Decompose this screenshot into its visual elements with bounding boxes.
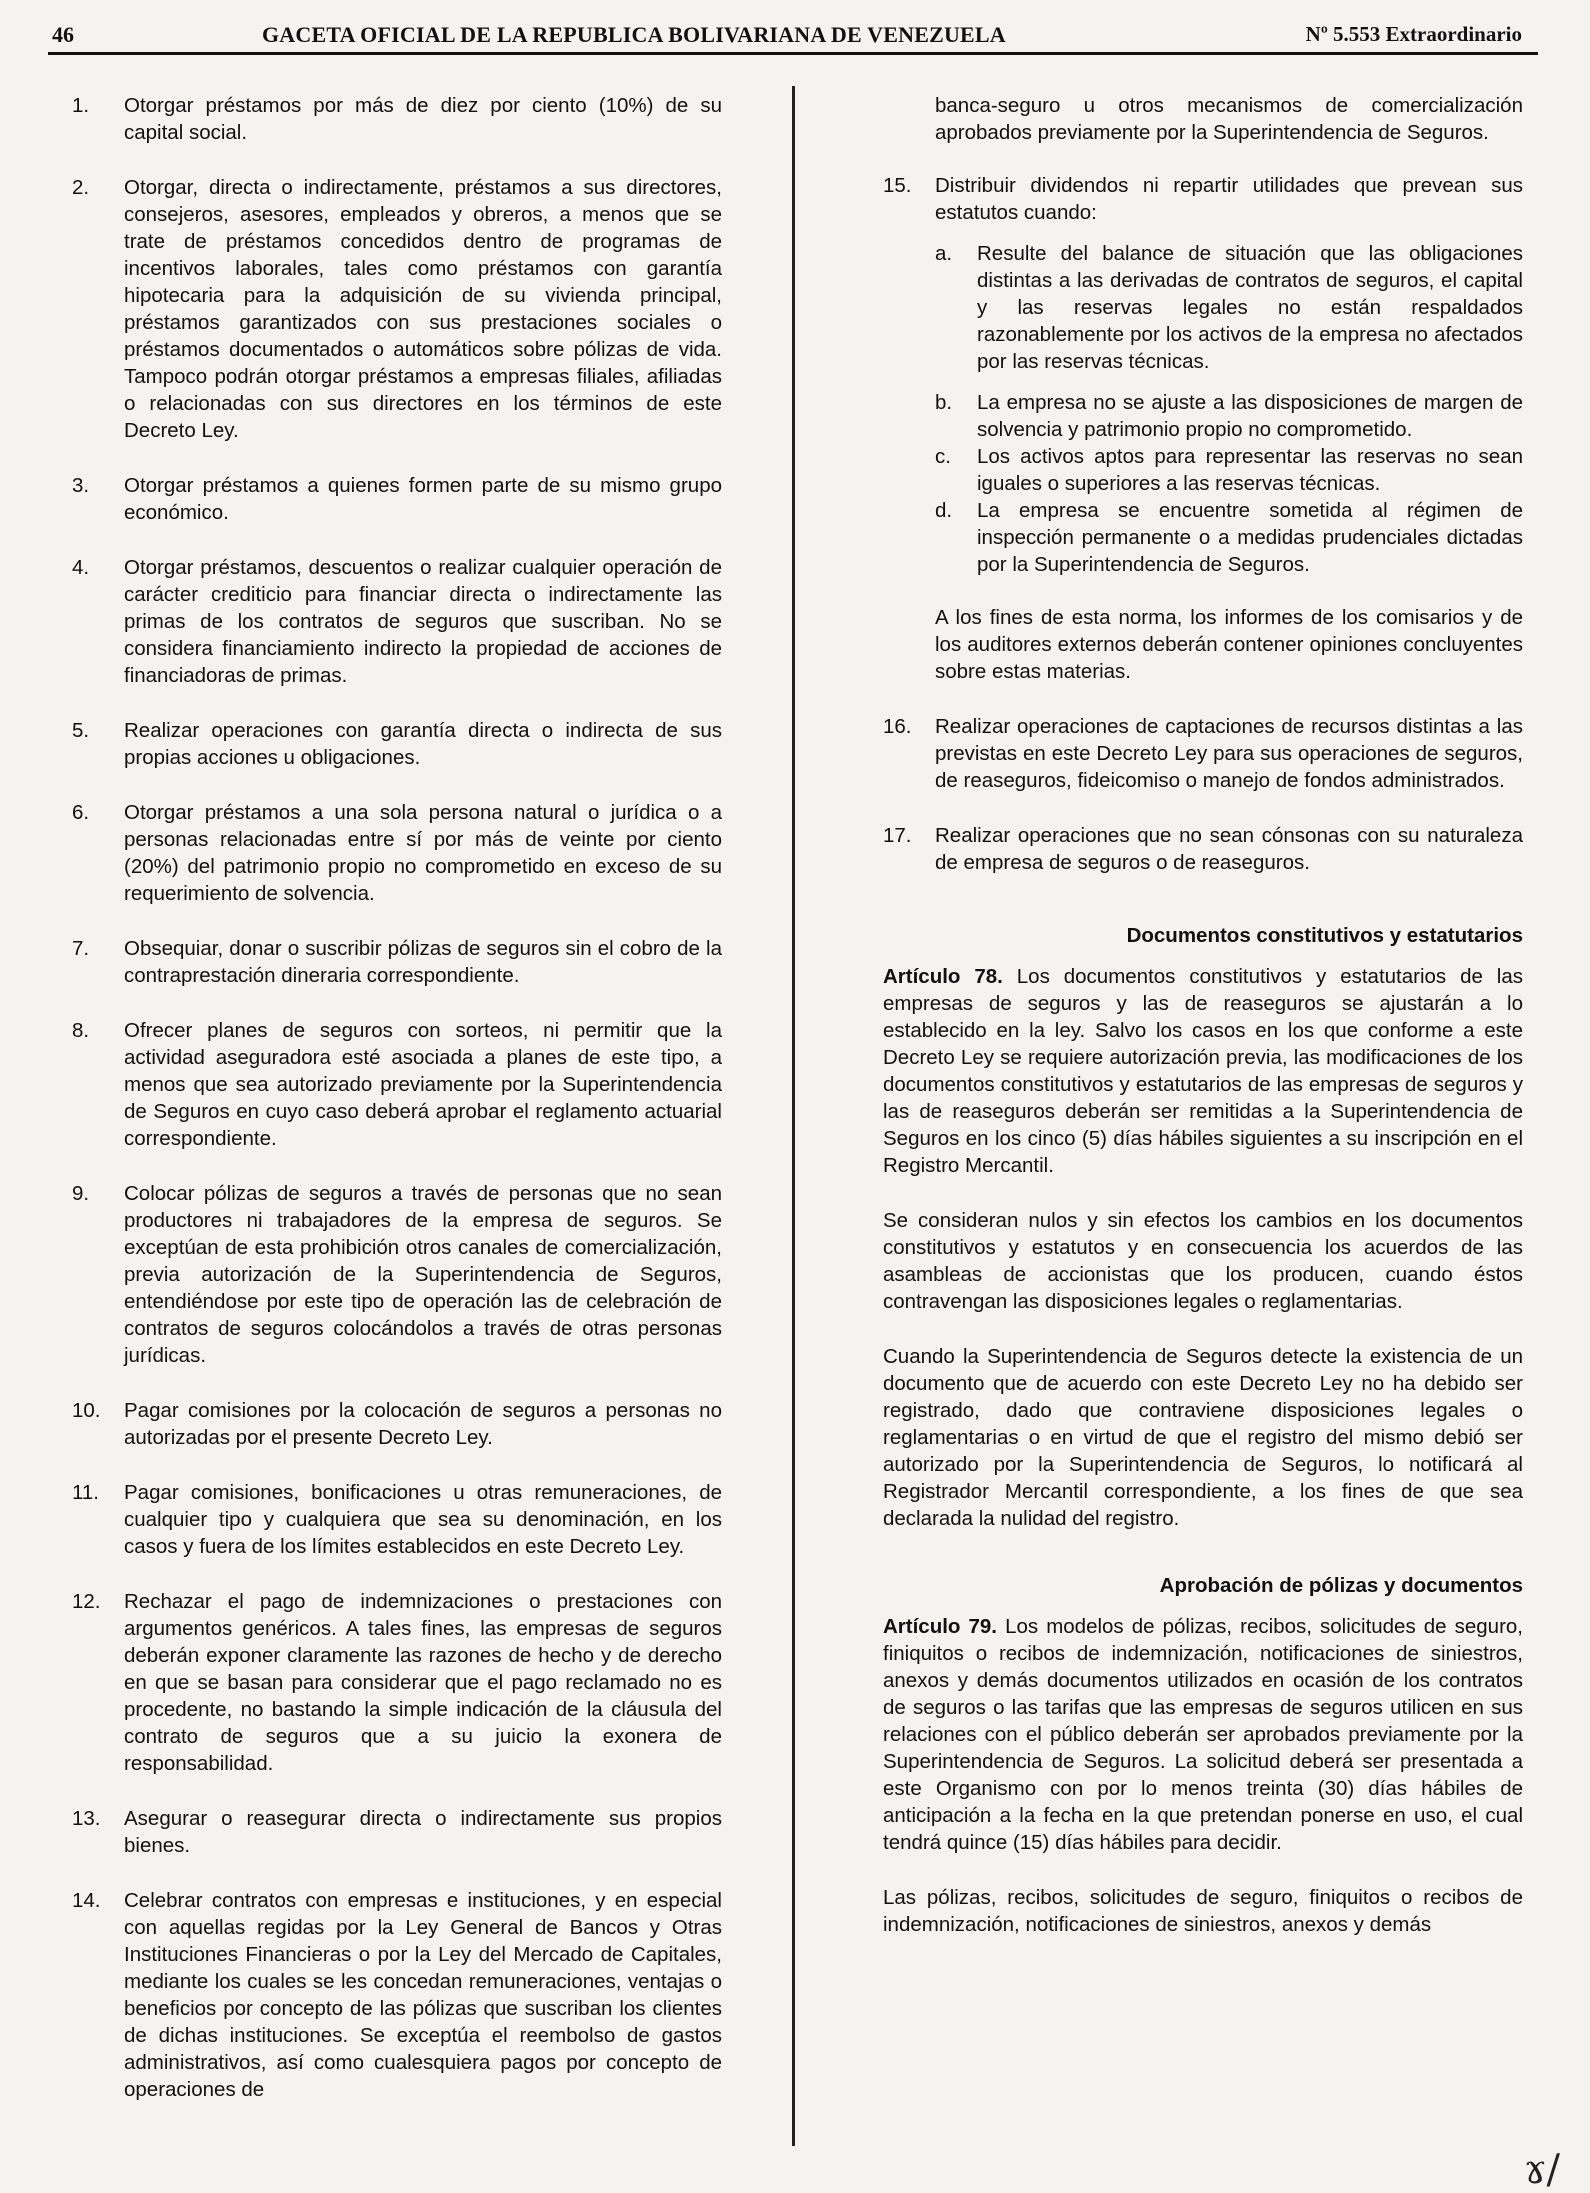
article-78-paragraph: Cuando la Superintendencia de Seguros detecte la existencia de un documento que de acuerdo con este Decreto Ley no ha debido ser registrado, dado que contraviene disposiciones legales o reglamentarias o en virtud de que el registro del mismo debió ser autorizado por la Superintendencia de Seguros, lo notificará al Registrador Mercantil correspondiente, a los fines de que sea declarada la nulidad del registro.	[883, 1345, 1523, 1530]
sub-list-item: a. Resulte del balance de situación que las obligaciones distintas a las derivadas de contratos de seguros, el capital y las reservas legales no están respaldados razonablemente por los activos de la empresa no afectados por las reservas técnicas.	[935, 242, 1523, 373]
page-number: 46	[52, 22, 74, 47]
gazette-title: GACETA OFICIAL DE LA REPUBLICA BOLIVARIANA DE VENEZUELA	[262, 22, 1006, 47]
handwritten-mark: ɤ/	[1523, 2147, 1560, 2193]
issue-number: Nº 5.553 Extraordinario	[1305, 22, 1522, 46]
header-rule	[48, 52, 1538, 55]
section-heading: Documentos constitutivos y estatutarios	[1126, 924, 1523, 947]
list-item: 6. Otorgar préstamos a una sola persona natural o jurídica o a personas relacionadas entre sí por más de veinte por ciento (20%) del patrimonio propio no comprometido en exceso de su requerimiento de solvencia.	[72, 801, 722, 905]
article-79: Artículo 79. Los modelos de pólizas, recibos, solicitudes de seguro, finiquitos o recibos de indemnización, notificaciones de siniestros, anexos y demás documentos utilizados en ocasión de los contratos de seguros o las tarifas que las empresas de seguros utilicen en sus relaciones con el público deberán ser aprobados previamente por la Superintendencia de Seguros. La solicitud deberá ser presentada a este Organismo con por lo menos treinta (30) días hábiles de anticipación a la fecha en la que pretendan ponerse en uso, el cual tendrá quince (15) días hábiles para decidir.	[883, 1615, 1524, 1854]
right-column	[883, 92, 1523, 1966]
list-item: 4. Otorgar préstamos, descuentos o realizar cualquier operación de carácter crediticio para financiar directa o indirectamente las primas de los contratos de seguros que suscriban. No se considera financiamiento indirecto la propiedad de acciones de financiadoras de primas.	[72, 556, 722, 687]
article-79-paragraph: Las pólizas, recibos, solicitudes de seguro, finiquitos o recibos de indemnización, notificaciones de siniestros, anexos y demás	[883, 1886, 1523, 1936]
sub-list-item: c. Los activos aptos para representar las reservas no sean iguales o superiores a las reservas técnicas.	[935, 445, 1523, 495]
list-item: 3. Otorgar préstamos a quienes formen parte de su mismo grupo económico.	[72, 474, 722, 524]
list-item: 14. Celebrar contratos con empresas e instituciones, y en especial con aquellas regidas por la Ley General de Bancos y Otras Instituciones Financieras o por la Ley del Mercado de Capitales, mediante los cuales se les concedan remuneraciones, ventajas o beneficios por concepto de las pólizas que suscriban los clientes de dichas instituciones. Se exceptúa el reembolso de gastos administrativos, así como cualesquiera pagos por concepto de operaciones de	[72, 1889, 722, 2101]
list-item: 13. Asegurar o reasegurar directa o indirectamente sus propios bienes.	[72, 1807, 722, 1857]
list-item: 5. Realizar operaciones con garantía directa o indirecta de sus propias acciones u obligaciones.	[72, 719, 722, 769]
list-item: 17. Realizar operaciones que no sean cónsonas con su naturaleza de empresa de seguros o de reaseguros.	[883, 824, 1523, 874]
list-item: 11. Pagar comisiones, bonificaciones u otras remuneraciones, de cualquier tipo y cualquiera que sea su denominación, en los casos y fuera de los límites establecidos en este Decreto Ley.	[72, 1481, 722, 1558]
list-item: 15. Distribuir dividendos ni repartir utilidades que prevean sus estatutos cuando:	[883, 174, 1523, 224]
page-header	[52, 22, 1522, 52]
left-column	[72, 92, 722, 2131]
list-item: 2. Otorgar, directa o indirectamente, préstamos a sus directores, consejeros, asesores, empleados y obreros, a menos que se trate de préstamos concedidos dentro de programas de incentivos laborales, tales como préstamos con garantía hipotecaria para la adquisición de su vivienda principal, préstamos garantizados con sus prestaciones sociales o préstamos documentados o automáticos sobre pólizas de vida. Tampoco podrán otorgar préstamos a empresas filiales, afiliadas o relacionadas con sus directores en los términos de este Decreto Ley.	[72, 176, 722, 442]
section-heading: Aprobación de pólizas y documentos	[1159, 1574, 1523, 1597]
sub-list-item: b. La empresa no se ajuste a las disposiciones de margen de solvencia y patrimonio propio no comprometido.	[935, 391, 1523, 441]
list-item: 10. Pagar comisiones por la colocación de seguros a personas no autorizadas por el presente Decreto Ley.	[72, 1399, 722, 1449]
list-item: 8. Ofrecer planes de seguros con sorteos, ni permitir que la actividad aseguradora esté asociada a planes de este tipo, a menos que sea autorizado previamente por la Superintendencia de Seguros en cuyo caso deberá aprobar el reglamento actuarial correspondiente.	[72, 1019, 722, 1150]
continuation-text: banca-seguro u otros mecanismos de comercialización aprobados previamente por la Superintendencia de Seguros.	[935, 94, 1523, 144]
list-item: 1. Otorgar préstamos por más de diez por ciento (10%) de su capital social.	[72, 94, 722, 144]
sub-list	[883, 240, 1523, 578]
article-78: Artículo 78. Los documentos constitutivos y estatutarios de las empresas de seguros y las de reaseguros se ajustarán a lo establecido en la ley. Salvo los casos en los que conforme a este Decreto Ley se requiere autorización previa, las modificaciones de los documentos constitutivos y estatutarios de las empresas de seguros y las de reaseguros deberán ser remitidas a la Superintendencia de Seguros en los cinco (5) días hábiles siguientes a su inscripción en el Registro Mercantil.	[883, 965, 1524, 1177]
sub-list-item: d. La empresa se encuentre sometida al régimen de inspección permanente o a medidas prudenciales dictadas por la Superintendencia de Seguros.	[935, 499, 1523, 576]
item-15-closing: A los fines de esta norma, los informes de los comisarios y de los auditores externos deberán contener opiniones concluyentes sobre estas materias.	[935, 606, 1523, 683]
article-78-paragraph: Se consideran nulos y sin efectos los cambios en los documentos constitutivos y estatutos y en consecuencia los acuerdos de las asambleas de accionistas que los producen, cuando éstos contravengan las disposiciones legales o reglamentarias.	[883, 1209, 1523, 1313]
list-item: 16. Realizar operaciones de captaciones de recursos distintas a las previstas en este Decreto Ley para sus operaciones de seguros, de reaseguros, fideicomiso o manejo de fondos administrados.	[883, 715, 1523, 792]
list-item: 7. Obsequiar, donar o suscribir pólizas de seguros sin el cobro de la contraprestación dineraria correspondiente.	[72, 937, 722, 987]
list-item: 9. Colocar pólizas de seguros a través de personas que no sean productores ni trabajadores de la empresa de seguros. Se exceptúan de esta prohibición otros canales de comercialización, previa autorización de la Superintendencia de Seguros, entendiéndose por este tipo de operación las de celebración de contratos de seguros colocándolos a través de otras personas jurídicas.	[72, 1182, 722, 1367]
list-item: 12. Rechazar el pago de indemnizaciones o prestaciones con argumentos genéricos. A tales fines, las empresas de seguros deberán exponer claramente las razones de hecho y de derecho en que se basan para considerar que el pago reclamado no es procedente, no bastando la simple indicación de la cláusula del contrato de seguros que a su juicio la exonera de responsabilidad.	[72, 1590, 722, 1775]
column-divider	[792, 86, 795, 2146]
